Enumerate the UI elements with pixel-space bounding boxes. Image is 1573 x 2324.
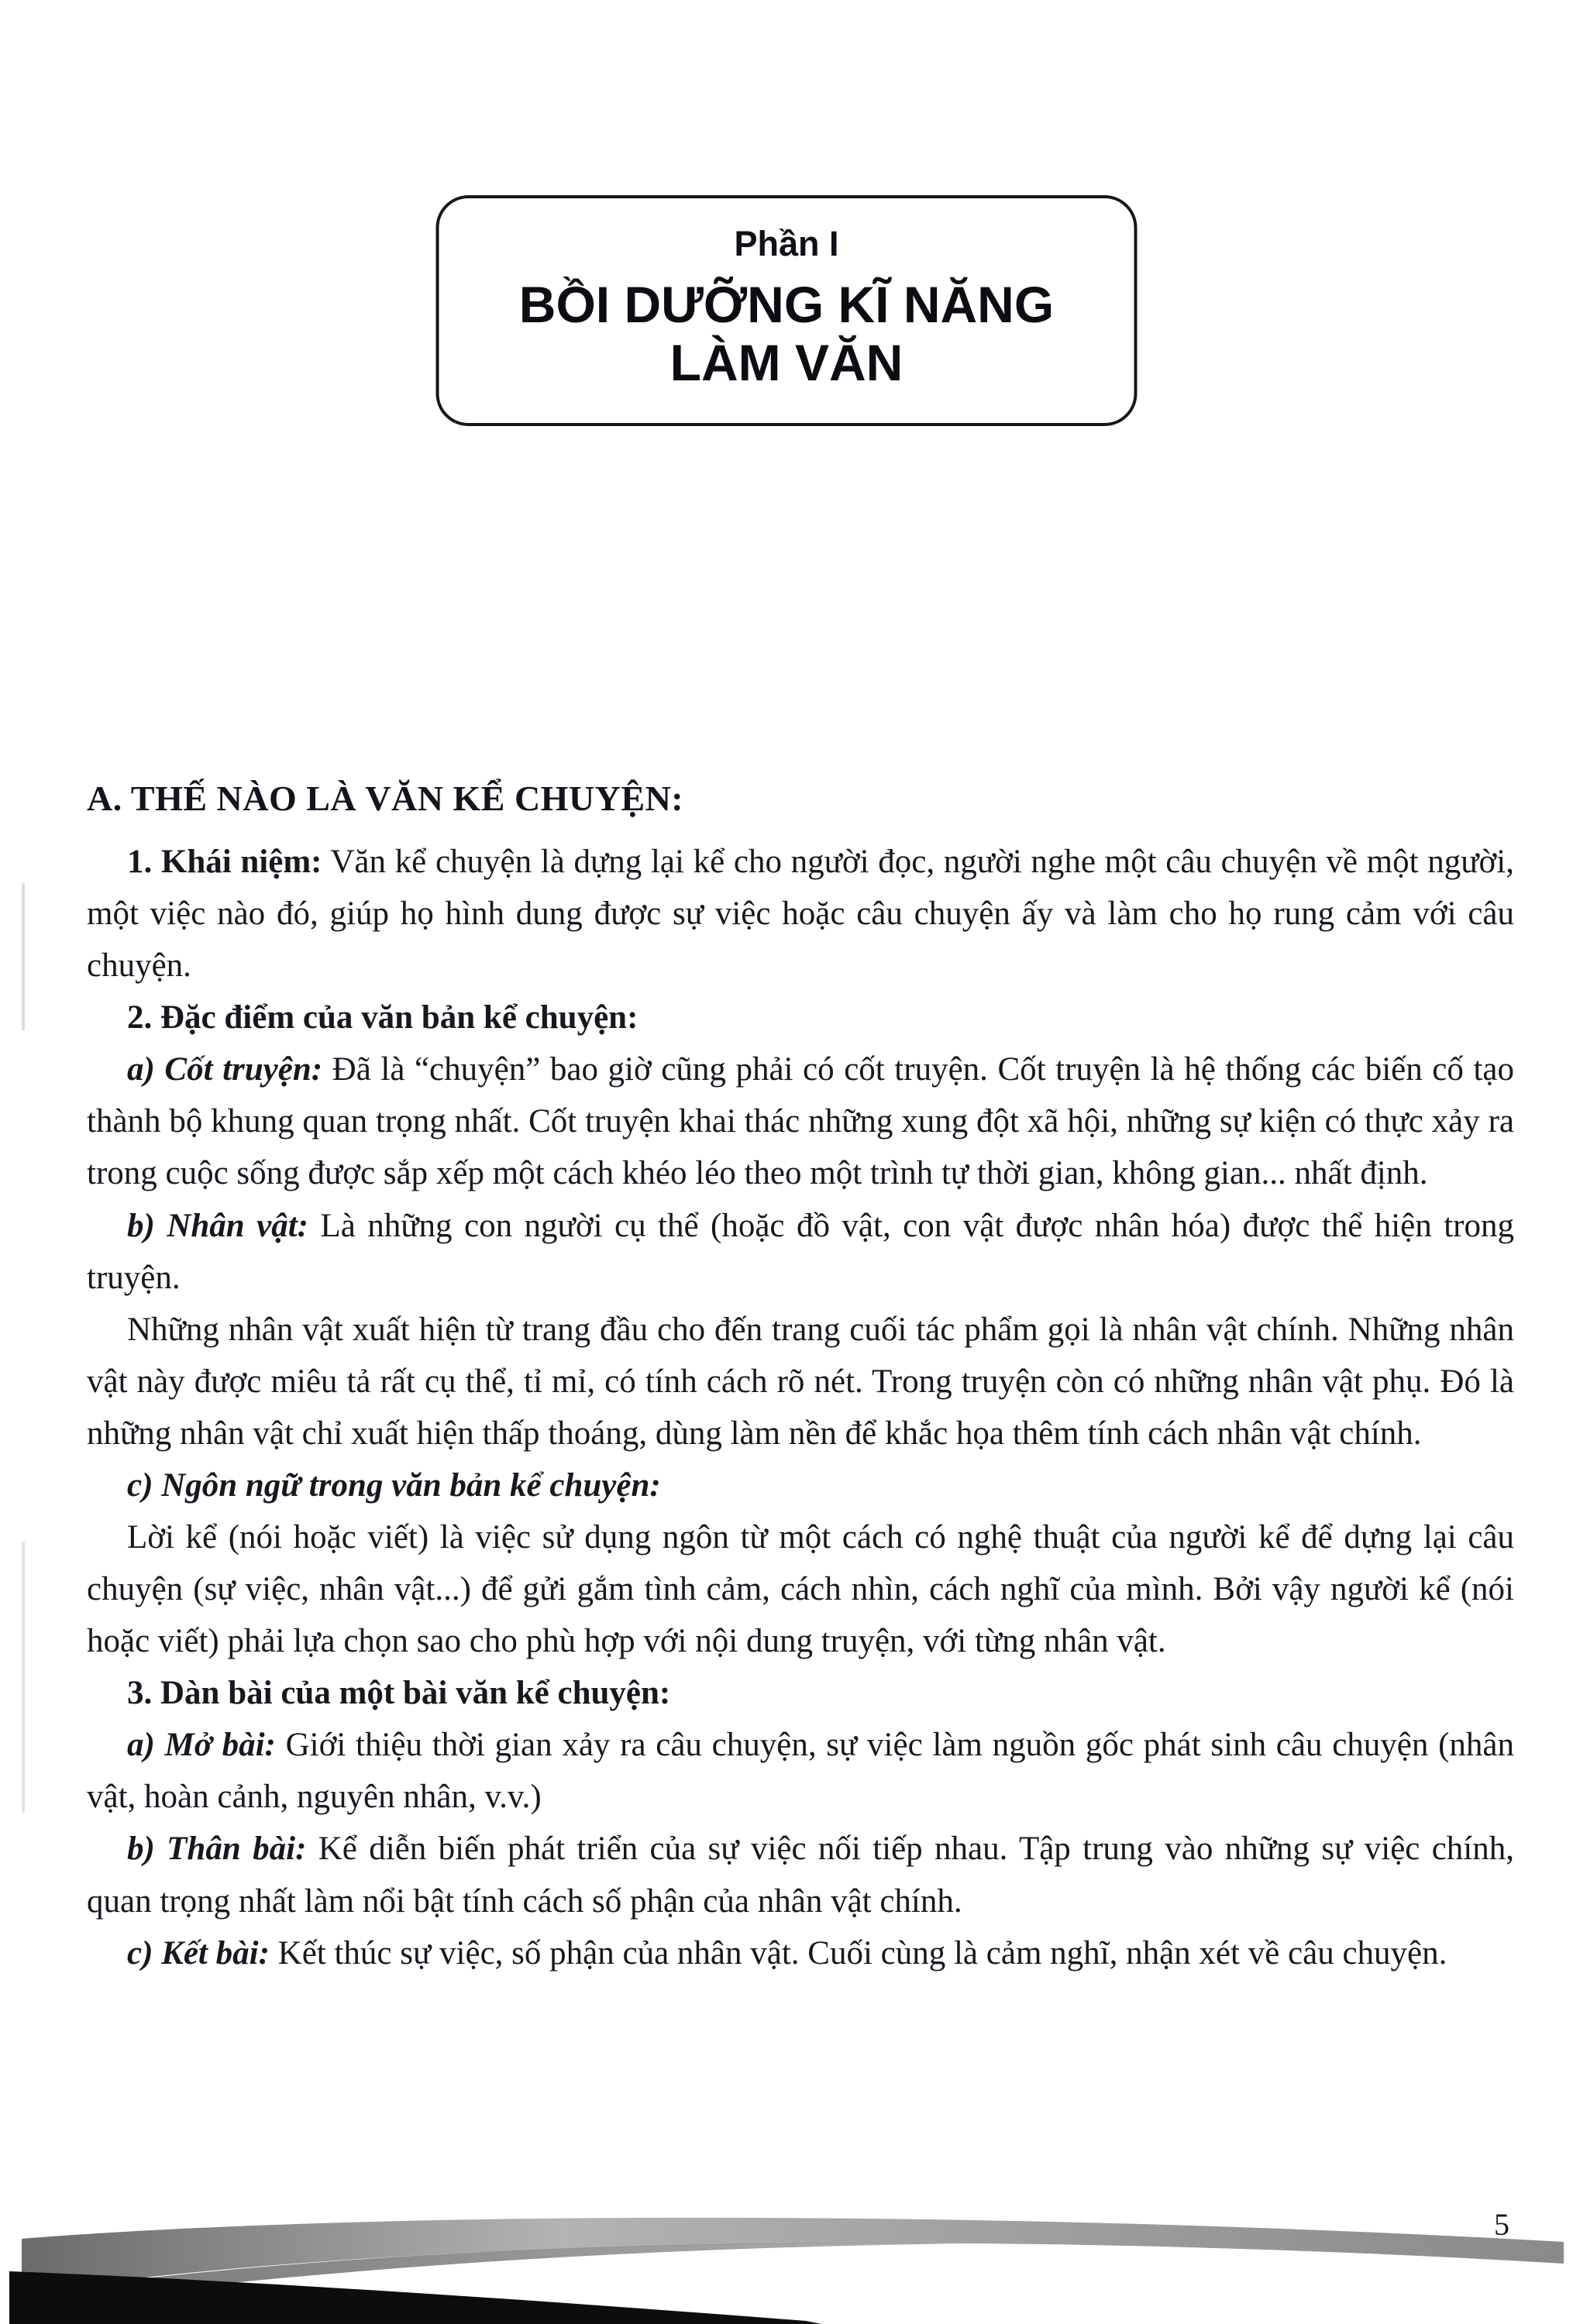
gray-swoosh-shape	[22, 2218, 1564, 2293]
part-title-line2: LÀM VĂN	[669, 333, 904, 391]
para-dan-bai	[87, 1667, 1514, 1719]
para-loi-ke	[87, 1511, 1514, 1667]
para-lead: 2. Đặc điểm của văn bản kể chuyện:	[127, 999, 638, 1037]
para-nhan-vat	[87, 1200, 1514, 1304]
para-text: Đã là “chuyện” bao giờ cũng phải có cốt truyện. Cốt truyện là hệ thống các biến cố tạo thành bộ khung quan trọng nhất. Cốt truyện khai thác những xung đột xã hội, những sự kiện có thực xảy ra trong cuộc sống được sắp xếp một cách khéo léo theo một trình tự thời gian, không gian... nhất định.	[87, 1051, 1514, 1192]
para-text: Là những con người cụ thể (hoặc đồ vật, con vật được nhân hóa) được thể hiện trong truyện.	[87, 1207, 1514, 1296]
section-heading: A. THẾ NÀO LÀ VĂN KỂ CHUYỆN:	[87, 779, 684, 818]
para-nhan-vat-detail	[87, 1304, 1514, 1459]
part-title-line1: BỒI DƯỠNG KĨ NĂNG	[518, 275, 1055, 333]
para-lead: 3. Dàn bài của một bài văn kể chuyện:	[127, 1675, 671, 1712]
para-lead: a) Cốt truyện:	[127, 1051, 323, 1088]
part-label: Phần I	[734, 224, 839, 263]
bottom-swoosh-decoration	[0, 2130, 1573, 2324]
para-text: Những nhân vật xuất hiện từ trang đầu cho đến trang cuối tác phẩm gọi là nhân vật chính. Những nhân vật này được miêu tả rất cụ thể, tỉ mỉ, có tính cách rõ nét. Trong truyện còn có những nhân vật phụ. Đó là những nhân vật chỉ xuất hiện thấp thoáng, dùng làm nền để khắc họa thêm tính cách nhân vật chính.	[87, 1311, 1514, 1452]
para-text: Kết thúc sự việc, số phận của nhân vật. Cuối cùng là cảm nghĩ, nhận xét về câu chuyện.	[269, 1934, 1447, 1972]
para-than-bai	[87, 1823, 1514, 1927]
page-content	[87, 778, 1514, 1979]
para-ket-bai	[87, 1927, 1514, 1979]
para-lead: b) Thân bài:	[127, 1831, 307, 1868]
page-number: 5	[1494, 2207, 1509, 2242]
para-dac-diem	[87, 992, 1514, 1043]
para-text: Lời kể (nói hoặc viết) là việc sử dụng ngôn từ một cách có nghệ thuật của người kể để dựng lại câu chuyện (sự việc, nhân vật...) để gửi gắm tình cảm, cách nhìn, cách nghĩ của mình. Bởi vậy người kể (nói hoặc viết) phải lựa chọn sao cho phù hợp với nội dung truyện, với từng nhân vật.	[87, 1519, 1514, 1660]
para-text: Kể diễn biến phát triển của sự việc nối tiếp nhau. Tập trung vào những sự việc chính, quan trọng nhất làm nổi bật tính cách số phận của nhân vật chính.	[87, 1831, 1514, 1920]
para-text: Giới thiệu thời gian xảy ra câu chuyện, sự việc làm nguồn gốc phát sinh câu chuyện (nhân vật, hoàn cảnh, nguyên nhân, v.v.)	[87, 1727, 1515, 1816]
para-lead: 1. Khái niệm:	[127, 844, 322, 880]
part-title-box	[436, 195, 1138, 426]
para-cot-truyen	[87, 1043, 1514, 1199]
para-ngon-ngu	[87, 1459, 1514, 1511]
para-lead: c) Ngôn ngữ trong văn bản kể chuyện:	[127, 1466, 661, 1504]
para-text: Văn kể chuyện là dựng lại kể cho người đọc, người nghe một câu chuyện về một người, một việc nào đó, giúp họ hình dung được sự việc hoặc câu chuyện ấy và làm cho họ rung cảm với câu chuyện.	[87, 844, 1514, 985]
para-khai-niem	[87, 836, 1514, 992]
black-corner-shape	[9, 2271, 821, 2324]
para-mo-bai	[87, 1719, 1514, 1823]
scan-artifact-line	[22, 883, 25, 1030]
para-lead: c) Kết bài:	[127, 1934, 270, 1972]
scan-artifact-line	[22, 1542, 25, 1813]
para-lead: b) Nhân vật:	[127, 1207, 308, 1244]
para-lead: a) Mở bài:	[127, 1727, 276, 1764]
